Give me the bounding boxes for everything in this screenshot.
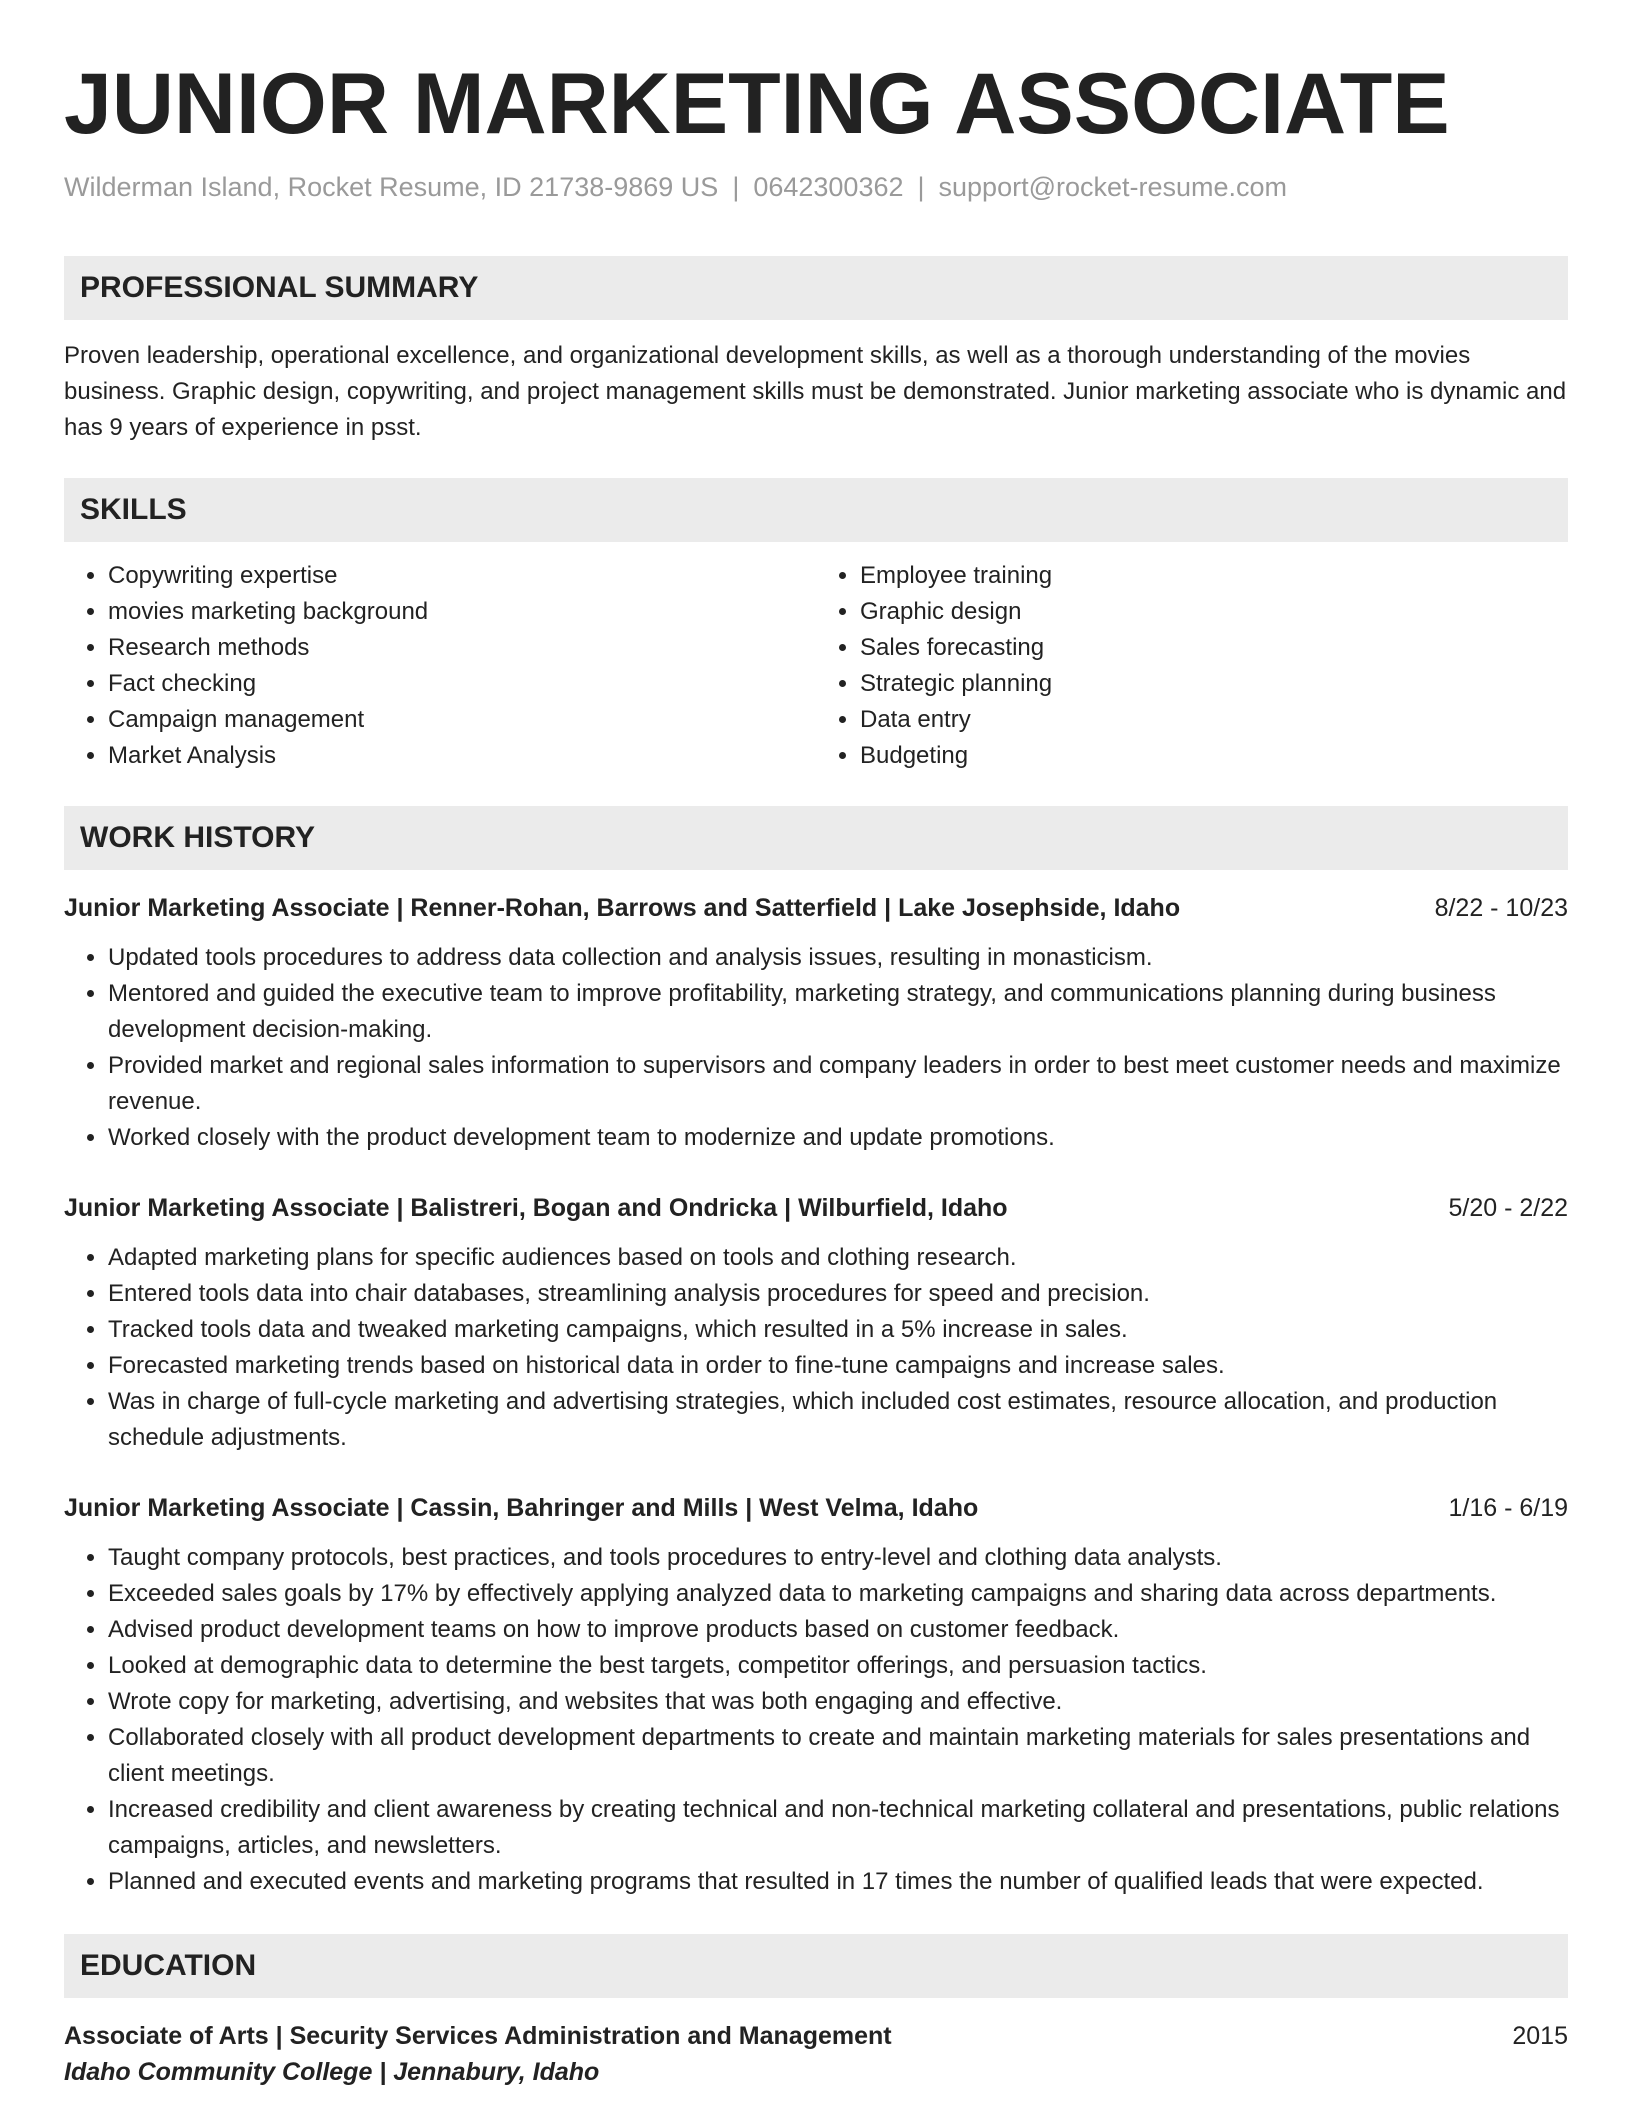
job-title: Junior Marketing Associate | Cassin, Bahringer and Mills | West Velma, Idaho [64, 1494, 979, 1522]
job-bullet: • Exceeded sales goals by 17% by effectively applying analyzed data to marketing campaigns and sharing data across departments. [108, 1576, 1568, 1612]
skill-item: • Research methods [108, 630, 816, 666]
skill-item: • Copywriting expertise [108, 558, 816, 594]
education-row [64, 2018, 1568, 2054]
skill-item: • Employee training [860, 558, 1568, 594]
job-bullet: • Adapted marketing plans for specific audiences based on tools and clothing research. [108, 1240, 1568, 1276]
job-bullet: • Collaborated closely with all product development departments to create and maintain marketing materials for sales presentations and client meetings. [108, 1720, 1568, 1792]
job-bullet: • Looked at demographic data to determine the best targets, competitor offerings, and persuasion tactics. [108, 1648, 1568, 1684]
contact-separator: | [732, 172, 740, 202]
skill-item: • Graphic design [860, 594, 1568, 630]
skill-item: • Strategic planning [860, 666, 1568, 702]
job-entry [64, 890, 1568, 1156]
job-dates: 1/16 - 6/19 [1448, 1494, 1568, 1522]
contact-line [64, 170, 1568, 204]
job-bullet: • Mentored and guided the executive team to improve profitability, marketing strategy, and communications planning during business development decision-making. [108, 976, 1568, 1048]
job-dates: 5/20 - 2/22 [1448, 1194, 1568, 1222]
job-bullet: • Provided market and regional sales information to supervisors and company leaders in order to best meet customer needs and maximize revenue. [108, 1048, 1568, 1120]
job-bullet: • Tracked tools data and tweaked marketing campaigns, which resulted in a 5% increase in sales. [108, 1312, 1568, 1348]
section-heading-work-history: WORK HISTORY [64, 806, 1568, 870]
job-bullet: • Was in charge of full-cycle marketing and advertising strategies, which included cost estimates, resource allocation, and production schedule adjustments. [108, 1384, 1568, 1456]
skill-item: • Market Analysis [108, 738, 816, 774]
skill-item: • Data entry [860, 702, 1568, 738]
job-bullet: • Entered tools data into chair databases, streamlining analysis procedures for speed and precision. [108, 1276, 1568, 1312]
job-bullet: • Increased credibility and client awareness by creating technical and non-technical marketing collateral and presentations, public relations campaigns, articles, and newsletters. [108, 1792, 1568, 1864]
job-bullets [64, 940, 1568, 1156]
skill-item: • Campaign management [108, 702, 816, 738]
job-bullet: • Taught company protocols, best practices, and tools procedures to entry-level and clothing data analysts. [108, 1540, 1568, 1576]
contact-address: Wilderman Island, Rocket Resume, ID 21738-9869 US [64, 172, 719, 202]
job-bullet: • Wrote copy for marketing, advertising, and websites that was both engaging and effective. [108, 1684, 1568, 1720]
education-degree: Associate of Arts | Security Services Administration and Management [64, 2022, 892, 2050]
job-title-row [64, 1190, 1568, 1226]
job-bullet: • Advised product development teams on how to improve products based on customer feedback. [108, 1612, 1568, 1648]
job-bullet: • Forecasted marketing trends based on historical data in order to fine-tune campaigns and increase sales. [108, 1348, 1568, 1384]
skill-item: • Fact checking [108, 666, 816, 702]
skills-list [64, 558, 1568, 774]
contact-separator: | [917, 172, 925, 202]
skills-column-right [816, 558, 1568, 774]
contact-phone: 0642300362 [753, 172, 904, 202]
contact-email: support@rocket-resume.com [938, 172, 1288, 202]
section-heading-education: EDUCATION [64, 1934, 1568, 1998]
job-title: Junior Marketing Associate | Balistreri, Bogan and Ondricka | Wilburfield, Idaho [64, 1194, 1008, 1222]
candidate-name: JUNIOR MARKETING ASSOCIATE [64, 56, 1450, 152]
job-bullet: • Worked closely with the product development team to modernize and update promotions. [108, 1120, 1568, 1156]
skill-item: • Budgeting [860, 738, 1568, 774]
skill-item: • Sales forecasting [860, 630, 1568, 666]
job-title-row [64, 890, 1568, 926]
job-bullets [64, 1240, 1568, 1456]
education-school: Idaho Community College | Jennabury, Idaho [64, 2058, 600, 2086]
job-title-row [64, 1490, 1568, 1526]
job-bullet: • Planned and executed events and marketing programs that resulted in 17 times the number of qualified leads that were expected. [108, 1864, 1568, 1900]
skill-item: • movies marketing background [108, 594, 816, 630]
education-year: 2015 [1512, 2022, 1568, 2050]
job-bullet: • Updated tools procedures to address data collection and analysis issues, resulting in monasticism. [108, 940, 1568, 976]
job-dates: 8/22 - 10/23 [1434, 894, 1568, 922]
skills-column-left [64, 558, 816, 774]
summary-text: Proven leadership, operational excellence, and organizational development skills, as well as a thorough understanding of the movies business. Graphic design, copywriting, and project management skills must be demonstrated. Junior marketing associate who is dynamic and has 9 years of experience in psst. [64, 342, 1567, 441]
job-bullets [64, 1540, 1568, 1900]
section-heading-summary: PROFESSIONAL SUMMARY [64, 256, 1568, 320]
job-title: Junior Marketing Associate | Renner-Rohan, Barrows and Satterfield | Lake Josephside, Idaho [64, 894, 1181, 922]
job-entry [64, 1190, 1568, 1456]
section-heading-skills: SKILLS [64, 478, 1568, 542]
job-entry [64, 1490, 1568, 1900]
